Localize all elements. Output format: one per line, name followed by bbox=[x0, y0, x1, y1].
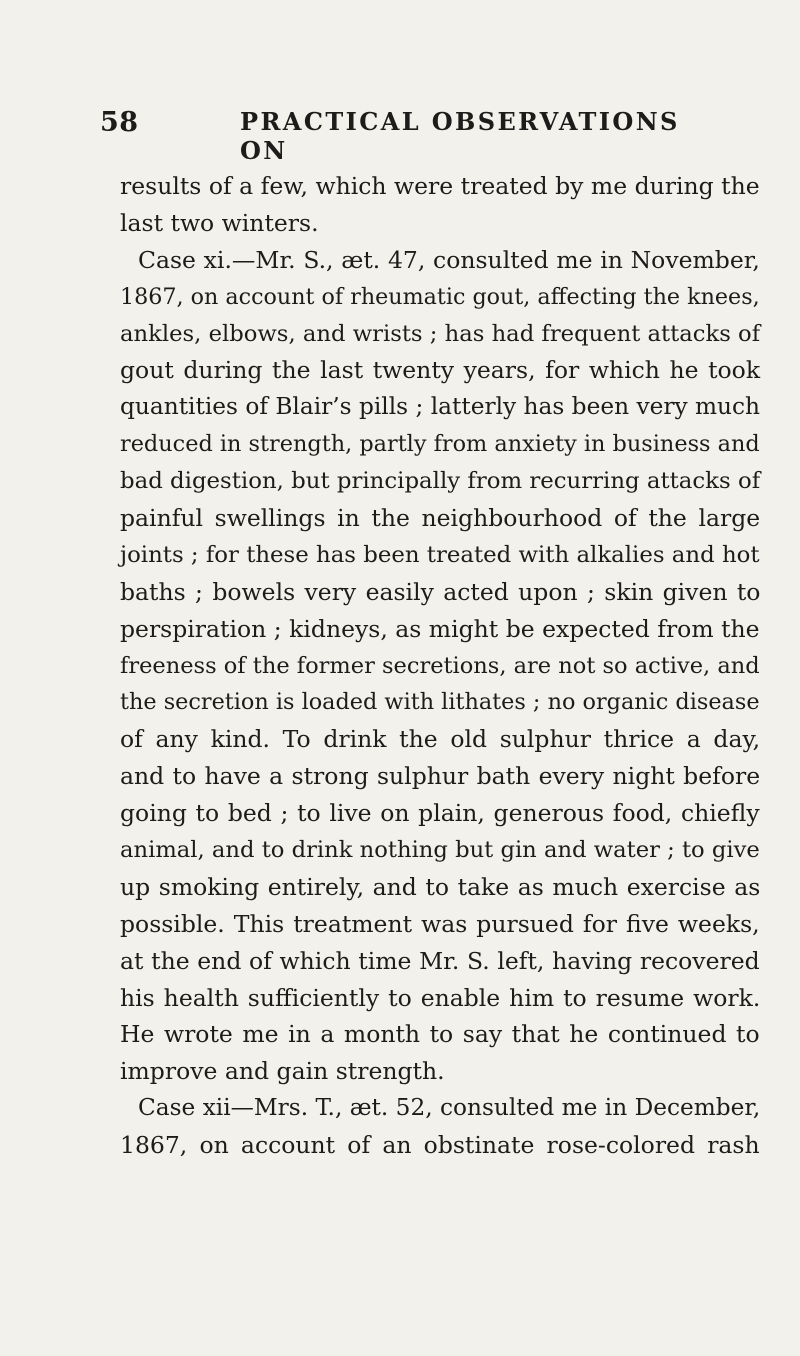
text-line: of any kind. To drink the old sulphur thrice a day, bbox=[120, 725, 761, 754]
text-line: going to bed ; to live on plain, generous food, chiefly bbox=[120, 799, 760, 828]
text-line: freeness of the former secretions, are not so active, and bbox=[120, 652, 760, 679]
text-line: 1867, on account of rheumatic gout, affecting the knees, bbox=[120, 283, 760, 310]
text-line: gout during the last twenty years, for which he took bbox=[120, 356, 761, 385]
text-line: results of a few, which were treated by me during the bbox=[120, 172, 760, 200]
body-text bbox=[120, 168, 760, 1164]
text-line: the secretion is loaded with lithates ; no organic disease bbox=[120, 689, 760, 716]
text-line: He wrote me in a month to say that he continued to bbox=[120, 1020, 760, 1049]
page-header bbox=[100, 107, 720, 165]
text-line: last two winters. bbox=[120, 208, 319, 237]
text-line: painful swellings in the neighbourhood of the large bbox=[120, 504, 761, 533]
text-line: joints ; for these has been treated with alkalies and hot bbox=[120, 541, 760, 568]
text-line: his health sufficiently to enable him to resume work. bbox=[120, 983, 761, 1012]
text-line: ankles, elbows, and wrists ; has had frequent attacks of bbox=[120, 320, 761, 347]
text-line: perspiration ; kidneys, as might be expected from the bbox=[120, 614, 760, 643]
text-line: reduced in strength, partly from anxiety in business and bbox=[120, 431, 760, 458]
text-line: 1867, on account of an obstinate rose-colored rash bbox=[120, 1131, 760, 1160]
case-xi-heading-line: Case xi.—Mr. S., æt. 47, consulted me in November, bbox=[138, 245, 760, 274]
page-number: 58 bbox=[100, 107, 139, 138]
case-xii-heading-line: Case xii—Mrs. T., æt. 52, consulted me in December, bbox=[138, 1094, 761, 1122]
text-line: improve and gain strength. bbox=[120, 1057, 445, 1086]
text-line: up smoking entirely, and to take as much exercise as bbox=[120, 872, 761, 901]
text-line: at the end of which time Mr. S. left, having recovered bbox=[120, 946, 760, 975]
text-line: quantities of Blair’s pills ; latterly has been very much bbox=[120, 393, 760, 421]
text-line: baths ; bowels very easily acted upon ; skin given to bbox=[120, 577, 761, 606]
running-head: PRACTICAL OBSERVATIONS ON bbox=[240, 107, 680, 165]
text-line: and to have a strong sulphur bath every night before bbox=[120, 762, 761, 791]
text-line: bad digestion, but principally from recurring attacks of bbox=[120, 468, 761, 495]
text-line: possible. This treatment was pursued for five weeks, bbox=[120, 909, 760, 938]
text-line: animal, and to drink nothing but gin and water ; to give bbox=[120, 837, 760, 864]
